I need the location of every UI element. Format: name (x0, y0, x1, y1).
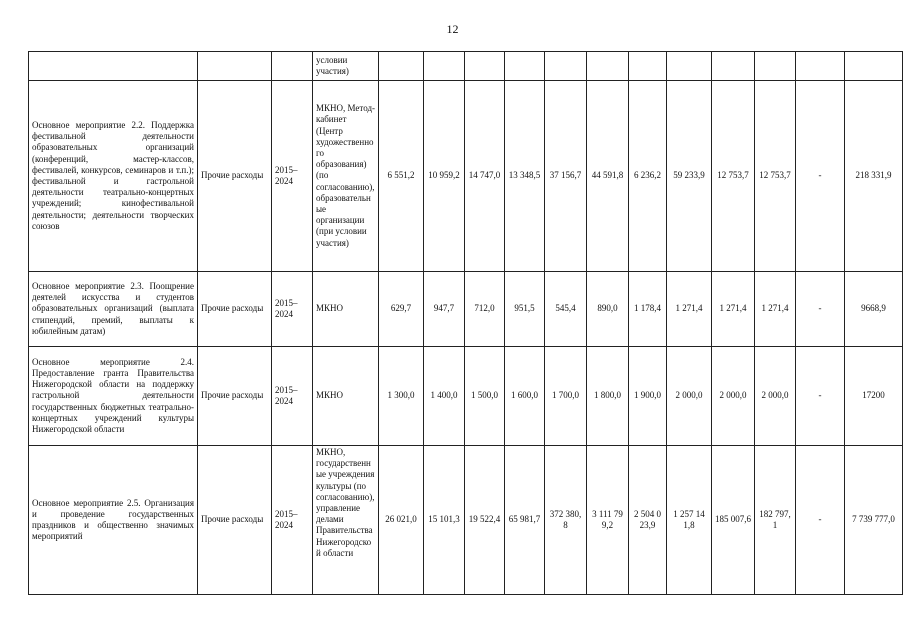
activity-description: Основное мероприятие 2.4. Предоставление гранта Правительства Нижегородской области на поддержку гастрольной деятельности государственных бюджетных театрально-концертных учреждений культуры Нижегородской области (29, 347, 198, 446)
value-cell: 712,0 (465, 272, 505, 347)
value-cell: 1 271,4 (755, 272, 796, 347)
table-row (29, 52, 903, 81)
activity-description: Основное мероприятие 2.5. Организация и проведение государственных праздников и общественно значимых мероприятий (29, 446, 198, 595)
funding-source (198, 52, 272, 81)
value-cell: 1 500,0 (465, 347, 505, 446)
value-cell: 19 522,4 (465, 446, 505, 595)
funding-source: Прочие расходы (198, 446, 272, 595)
period: 2015–2024 (272, 272, 313, 347)
value-cell (587, 52, 629, 81)
value-cell: 13 348,5 (505, 81, 545, 272)
total-cell: 9668,9 (845, 272, 903, 347)
page-number: 12 (446, 22, 459, 36)
activity-description: Основное мероприятие 2.2. Поддержка фестивальной деятельности образовательных организаций (конференций, мастер-классов, фестивалей, конкурсов, семинаров и т.п.); фестивальной и гастрольной деятельности театрально-концертных учреждений; кинофестивальной деятельности; деятельности творческих союзов (29, 81, 198, 272)
table-row (29, 81, 903, 272)
value-cell (667, 52, 712, 81)
value-cell: 629,7 (379, 272, 424, 347)
period: 2015–2024 (272, 446, 313, 595)
value-cell: 1 800,0 (587, 347, 629, 446)
value-cell: - (796, 446, 845, 595)
value-cell: 59 233,9 (667, 81, 712, 272)
value-cell: 1 271,4 (712, 272, 755, 347)
executor: МКНО, государственные учреждения культуры (по согласованию), управление делами Правительства Нижегородской области (313, 446, 379, 595)
value-cell: 14 747,0 (465, 81, 505, 272)
value-cell: 44 591,8 (587, 81, 629, 272)
value-cell: 15 101,3 (424, 446, 465, 595)
value-cell: 26 021,0 (379, 446, 424, 595)
value-cell (755, 52, 796, 81)
value-cell: 12 753,7 (712, 81, 755, 272)
value-cell: 65 981,7 (505, 446, 545, 595)
value-cell: 3 111 799,2 (587, 446, 629, 595)
executor: условии участия) (313, 52, 379, 81)
value-cell: 951,5 (505, 272, 545, 347)
period: 2015–2024 (272, 347, 313, 446)
activity-description (29, 52, 198, 81)
value-cell: 1 271,4 (667, 272, 712, 347)
table-body (29, 52, 903, 595)
value-cell: 545,4 (545, 272, 587, 347)
value-cell: - (796, 272, 845, 347)
funding-source: Прочие расходы (198, 272, 272, 347)
budget-table (28, 51, 903, 595)
value-cell: 1 300,0 (379, 347, 424, 446)
activity-description: Основное мероприятие 2.3. Поощрение деятелей искусства и студентов образовательных организаций (выплата стипендий, премий, выплаты к юбилейным датам) (29, 272, 198, 347)
value-cell: 10 959,2 (424, 81, 465, 272)
table-row (29, 446, 903, 595)
value-cell (796, 52, 845, 81)
value-cell: 890,0 (587, 272, 629, 347)
value-cell (424, 52, 465, 81)
table-row (29, 272, 903, 347)
total-cell: 17200 (845, 347, 903, 446)
value-cell: 1 600,0 (505, 347, 545, 446)
funding-source: Прочие расходы (198, 81, 272, 272)
value-cell: - (796, 81, 845, 272)
period: 2015–2024 (272, 81, 313, 272)
executor: МКНО (313, 347, 379, 446)
executor: МКНО, Метод-кабинет (Центр художественного образования) (по согласованию), образовательные организации (при условии участия) (313, 81, 379, 272)
total-cell (845, 52, 903, 81)
value-cell: 1 257 141,8 (667, 446, 712, 595)
value-cell (465, 52, 505, 81)
period (272, 52, 313, 81)
value-cell (379, 52, 424, 81)
funding-source: Прочие расходы (198, 347, 272, 446)
total-cell: 7 739 777,0 (845, 446, 903, 595)
value-cell: 372 380,8 (545, 446, 587, 595)
table-row (29, 347, 903, 446)
value-cell: 12 753,7 (755, 81, 796, 272)
value-cell (505, 52, 545, 81)
total-cell: 218 331,9 (845, 81, 903, 272)
value-cell (545, 52, 587, 81)
value-cell: 2 000,0 (712, 347, 755, 446)
executor: МКНО (313, 272, 379, 347)
value-cell: 1 900,0 (629, 347, 667, 446)
value-cell: 37 156,7 (545, 81, 587, 272)
value-cell (629, 52, 667, 81)
value-cell: 947,7 (424, 272, 465, 347)
value-cell: - (796, 347, 845, 446)
value-cell: 1 178,4 (629, 272, 667, 347)
value-cell: 2 504 023,9 (629, 446, 667, 595)
value-cell: 2 000,0 (755, 347, 796, 446)
value-cell: 2 000,0 (667, 347, 712, 446)
value-cell: 6 551,2 (379, 81, 424, 272)
value-cell: 6 236,2 (629, 81, 667, 272)
value-cell: 1 400,0 (424, 347, 465, 446)
value-cell: 185 007,6 (712, 446, 755, 595)
value-cell (712, 52, 755, 81)
value-cell: 182 797,1 (755, 446, 796, 595)
value-cell: 1 700,0 (545, 347, 587, 446)
